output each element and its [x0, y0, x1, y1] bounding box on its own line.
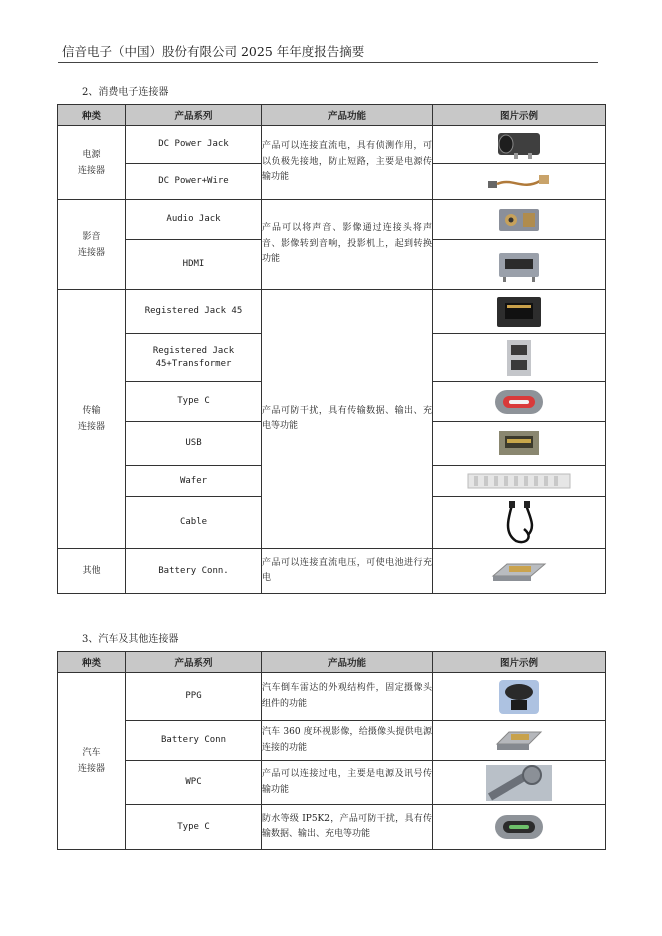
usb-photo-icon — [489, 425, 549, 463]
image-cell — [433, 761, 606, 805]
wafer-photo-icon — [464, 468, 574, 494]
image-cell — [433, 422, 606, 466]
column-header-image: 图片示例 — [433, 105, 606, 126]
image-cell — [433, 549, 606, 594]
function-cell: 汽车 360 度环视影像，给摄像头提供电源连接的功能 — [262, 721, 433, 761]
table-row — [58, 761, 606, 805]
series-cell: Wafer — [126, 466, 262, 497]
ppg-photo-icon — [489, 676, 549, 718]
category-cell — [58, 126, 126, 200]
image-cell — [433, 126, 606, 164]
series-cell — [126, 334, 262, 382]
function-cell: 产品可以连接过电，主要是电源及讯号传输功能 — [262, 761, 433, 805]
image-cell — [433, 164, 606, 200]
rj45-photo-icon — [489, 293, 549, 331]
image-cell — [433, 382, 606, 422]
function-cell: 产品可以连接直流电，具有侦测作用，可以负极先接地，防止短路，主要是电源传输功能 — [262, 126, 433, 200]
series-cell: WPC — [126, 761, 262, 805]
column-header-series: 产品系列 — [126, 105, 262, 126]
series-cell: Registered Jack 45 — [126, 290, 262, 334]
automotive-connector-table — [57, 651, 606, 850]
dc-power-wire-photo-icon — [484, 167, 554, 197]
table-row — [58, 673, 606, 721]
series-cell: Type C — [126, 382, 262, 422]
auto-type-c-photo-icon — [487, 807, 551, 847]
battery-conn-photo-icon — [487, 554, 551, 588]
table-row — [58, 549, 606, 594]
header-divider — [58, 62, 598, 63]
function-cell: 汽车倒车雷达的外观结构件，固定摄像头组件的功能 — [262, 673, 433, 721]
column-header-function: 产品功能 — [262, 105, 433, 126]
image-cell — [433, 673, 606, 721]
category-cell — [58, 549, 126, 594]
auto-battery-conn-photo-icon — [491, 724, 547, 758]
series-cell: PPG — [126, 673, 262, 721]
hdmi-photo-icon — [489, 245, 549, 285]
image-cell — [433, 334, 606, 382]
rj45-transformer-photo-icon — [499, 337, 539, 379]
series-cell: Type C — [126, 805, 262, 850]
image-cell — [433, 240, 606, 290]
column-header-image: 图片示例 — [433, 652, 606, 673]
image-cell — [433, 805, 606, 850]
series-cell: Battery Conn — [126, 721, 262, 761]
image-cell — [433, 466, 606, 497]
function-cell: 产品可以将声音、影像通过连接头将声音、影像转到音响，投影机上，起到转换功能 — [262, 200, 433, 290]
dc-power-jack-photo-icon — [484, 127, 554, 163]
audio-jack-photo-icon — [489, 203, 549, 237]
column-header-function: 产品功能 — [262, 652, 433, 673]
section-2-title: 2、消费电子连接器 — [82, 87, 169, 98]
function-cell: 产品可防干扰，具有传输数据、输出、充电等功能 — [262, 290, 433, 549]
series-cell: DC Power+Wire — [126, 164, 262, 200]
table-row — [58, 200, 606, 240]
column-header-series: 产品系列 — [126, 652, 262, 673]
column-header-category: 种类 — [58, 652, 126, 673]
function-cell: 产品可以连接直流电压，可使电池进行充电 — [262, 549, 433, 594]
table-row — [58, 290, 606, 334]
series-cell: USB — [126, 422, 262, 466]
series-cell: Audio Jack — [126, 200, 262, 240]
series-cell: DC Power Jack — [126, 126, 262, 164]
category-cell — [58, 673, 126, 850]
category-label: 其他 — [82, 566, 101, 576]
category-label: 影音 连接器 — [77, 231, 105, 258]
series-label: Registered Jack 45+Transformer — [152, 345, 235, 369]
image-cell — [433, 721, 606, 761]
table-row — [58, 721, 606, 761]
page-header: 信音电子（中国）股份有限公司 2025 年年度报告摘要 — [62, 44, 365, 59]
function-cell: 防水等级 IP5K2，产品可防干扰，具有传输数据、输出、充电等功能 — [262, 805, 433, 850]
series-cell: Battery Conn. — [126, 549, 262, 594]
category-cell — [58, 290, 126, 549]
wpc-photo-icon — [484, 763, 554, 803]
section-3-title: 3、汽车及其他连接器 — [82, 634, 179, 645]
table-row — [58, 805, 606, 850]
series-cell: Cable — [126, 497, 262, 549]
category-label: 汽车 连接器 — [77, 748, 105, 774]
image-cell — [433, 290, 606, 334]
category-label: 电源 连接器 — [77, 149, 105, 176]
series-cell: HDMI — [126, 240, 262, 290]
image-cell — [433, 497, 606, 549]
type-c-photo-icon — [487, 384, 551, 420]
column-header-category: 种类 — [58, 105, 126, 126]
cable-photo-icon — [494, 499, 544, 547]
consumer-connector-table — [57, 104, 606, 594]
image-cell — [433, 200, 606, 240]
table-row — [58, 126, 606, 164]
category-cell — [58, 200, 126, 290]
category-label: 传输 连接器 — [77, 406, 105, 432]
